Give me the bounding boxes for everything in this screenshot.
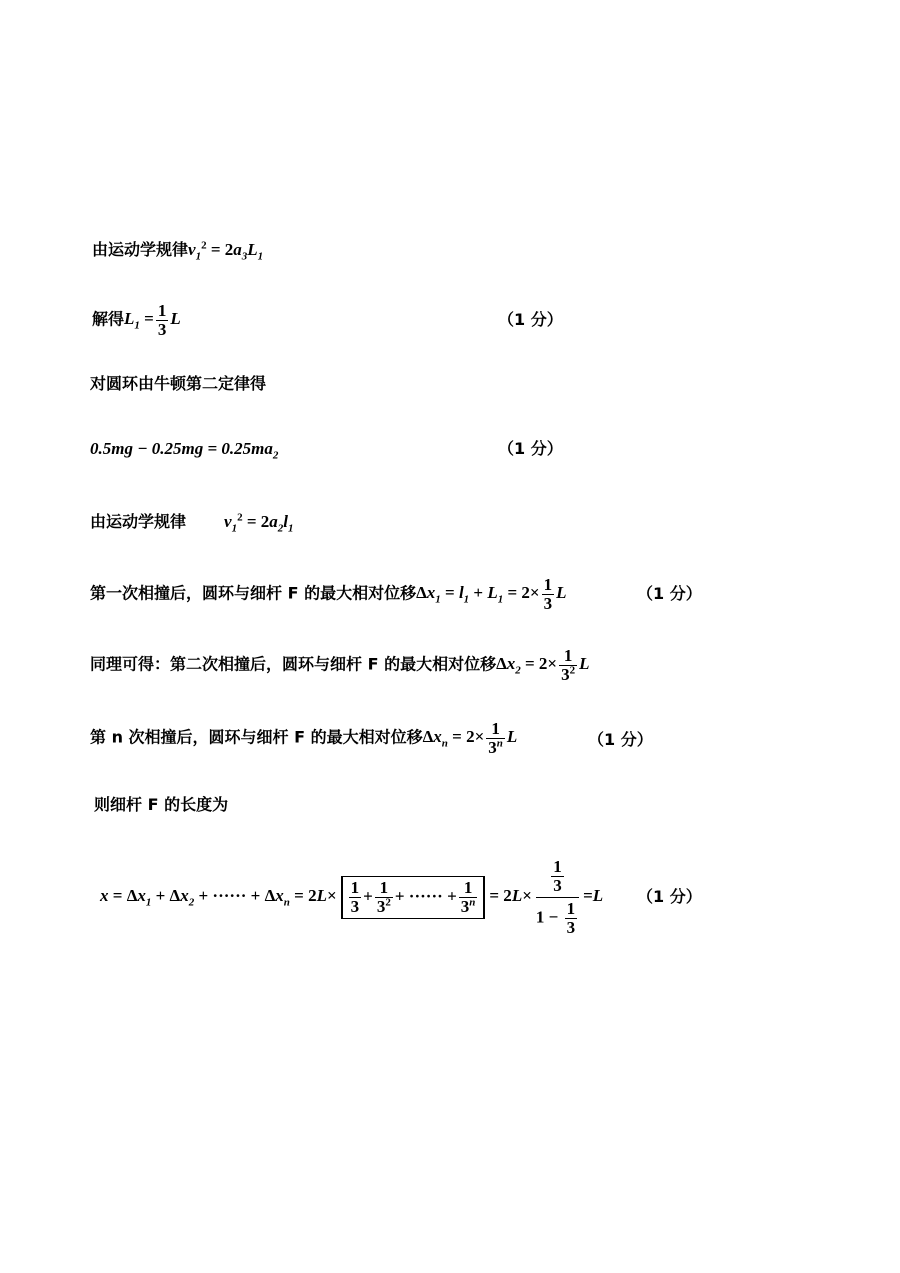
equation-delta-x2: $\Delta x_2 = 2\times$ $\frac{1}{3^2}$ L <box>496 646 590 684</box>
equation-l1: $L_1$ = $\frac{1}{3}$ L <box>124 301 181 339</box>
line-6-text: 第一次相撞后，圆环与细杆 F 的最大相对位移 <box>90 583 417 603</box>
kinematics-line-1 <box>92 238 263 262</box>
rod-length-intro-line <box>94 793 228 817</box>
line-7-text: 同理可得：第二次相撞后，圆环与细杆 F 的最大相对位移 <box>90 654 497 674</box>
force-equation-line <box>90 437 278 461</box>
rod-length-equation: $x = \Delta x_1 + \Delta x_2$ + ······ + $\Delta x_n = 2L\times$ $\frac{1}{3}$ + $\frac{1}{3^2}$ + ······ + $\frac{1}{3^n}$ = 2L× $\frac{1}{3}$ 1 − $\frac{1}{3}$ =L <box>100 857 604 937</box>
rod-length-equation-line <box>100 858 603 937</box>
score-line-4: （1 分） <box>498 439 563 458</box>
equation-v1-squared-2: $v_1^2 = 2a_2l_1$ <box>224 511 294 535</box>
score-line-2: （1 分） <box>498 310 563 329</box>
score-line-8: （1 分） <box>588 730 653 749</box>
solve-l1-line <box>92 302 181 339</box>
line-3-text: 对圆环由牛顿第二定律得 <box>90 374 267 393</box>
equation-delta-xn: $\Delta x_n = 2\times$ $\frac{1}{3^n}$ L <box>422 719 518 757</box>
line-8-text: 第 n 次相撞后，圆环与细杆 F 的最大相对位移 <box>90 727 423 747</box>
equation-v1-squared: $v_1^2 = 2a_3L_1$ <box>188 239 264 263</box>
nth-collision-line <box>90 720 517 757</box>
line-2-text: 解得 <box>92 309 125 329</box>
line-5-text: 由运动学规律 <box>90 512 187 531</box>
score-line-10: （1 分） <box>637 887 702 906</box>
first-collision-line <box>90 576 567 613</box>
equation-delta-x1: $\Delta x_1 = l_1 + L_1 = 2\times$ $\frac{1}{3}$ L <box>416 575 567 613</box>
score-line-6: （1 分） <box>637 584 702 603</box>
kinematics-line-2 <box>90 510 293 534</box>
line-9-text: 则细杆 F 的长度为 <box>94 795 229 814</box>
newton-law-line <box>90 372 266 396</box>
second-collision-line <box>90 647 590 684</box>
line-1-text: 由运动学规律 <box>92 240 189 259</box>
force-equation: $0.5mg - 0.25mg = 0.25ma_2$ <box>90 439 279 462</box>
